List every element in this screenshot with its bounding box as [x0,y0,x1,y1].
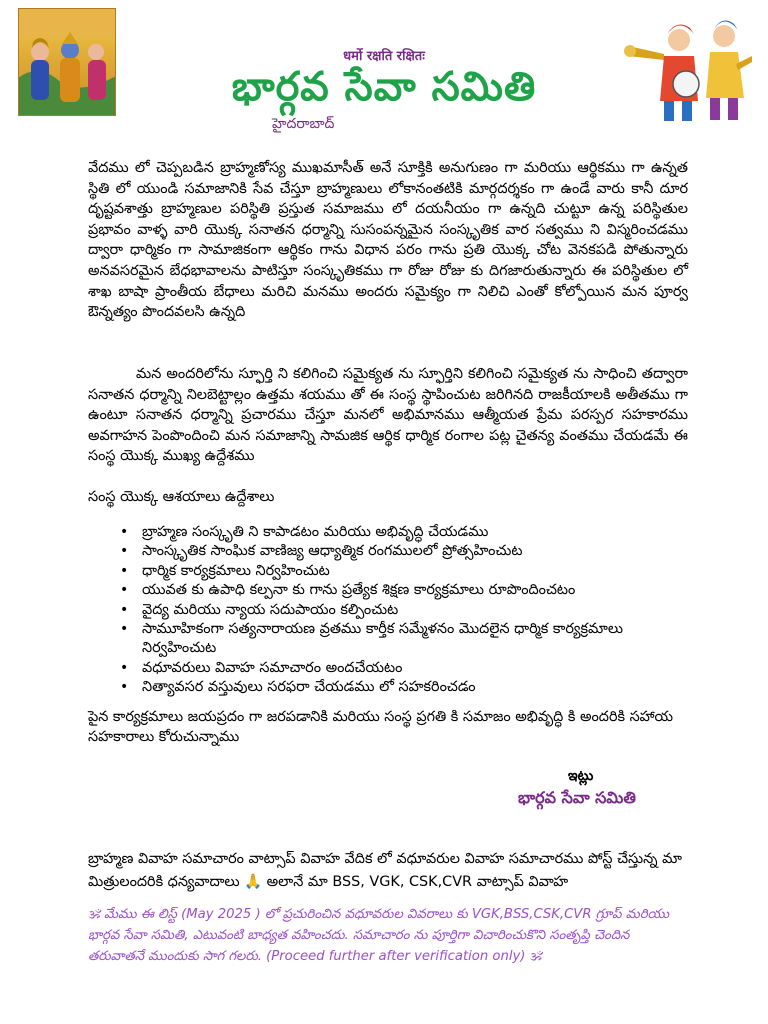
sanskrit-motto: धर्मो रक्षति रक्षितः [343,49,425,64]
letterhead [0,0,768,140]
signoff-word: ఇట్లు [568,768,594,784]
whatsapp-note: బ్రాహ్మణ వివాహ సమాచారం వాట్సాప్ వివాహ వేదిక లో వధూవరుల వివాహ సమాచారము పోస్ట్ చేస్తున్న మా మిత్రులందరికి ధన్యవాదాలు 🙏 అలానే మా BSS, VGK, CSK,CVR వాట్సాప్ వివాహ [88,851,682,890]
goals-heading: సంస్థ యొక్క ఆశయాలు ఉద్దేశాలు [88,489,275,505]
goal-item: • నిత్యావసర వస్తువులు సరఫరా చేయడము లో సహకరించడం [120,678,700,697]
closing-paragraph: పైన కార్యక్రమాలు జయప్రదం గా జరపడానికి మరియు సంస్థ ప్రగతి కి సమాజం అభివృద్ధి కి అందరికి సహాయ సహకారాలు కోరుచున్నాము [88,709,674,745]
organization-title: భార్గవ సేవా సమితి [231,64,537,110]
goals-list [120,523,700,698]
goal-item: • వధూవరులు వివాహ సమాచారం అందచేయటం [120,659,700,678]
goal-item: • సాంస్కృతిక సాంఘిక వాణిజ్య ఆధ్యాత్మిక రంగములలో ప్రోత్సహించుట [120,542,700,561]
intro-paragraph-2: మన అందరిలోను స్ఫూర్తి ని కలిగించి సమైక్యత ను స్ఫూర్తిని కలిగించి సమైక్యత ను సాధించి తద్వారా సనాతన ధర్మాన్ని నిలబెట్టాల్లం ఉత్తమ శయము తో ఈ సంస్థ స్థాపించుట జరిగినది రాజకీయాలకి అతీతము గా ఉంటూ సనాతన ధర్మాన్ని ప్రచారము చేస్తూ మనలో అభిమానము ఆత్మీయత ప్రేమ పరస్పర సహకారము అవగాహన పెంపొందించి మన సమాజాన్ని సామజిక ఆర్థిక ధార్మిక రంగాల పట్ల చైతన్య వంతము చేయడమే ఈ సంస్థ యొక్క ముఖ్య ఉద్దేశము [88,366,689,465]
goal-item: • బ్రాహ్మణ సంస్కృతి ని కాపాడటం మరియు అభివృద్ధి చేయడము [120,523,700,542]
organization-city: హైదరాబాద్ [272,116,335,132]
goal-item: • వైద్య మరియు న్యాయ సదుపాయం కల్పించుట [120,601,700,620]
disclaimer-note: 🕉 మేము ఈ లిస్ట్ (May 2025 ) లో ప్రచురించిన వధూవరుల వివరాలు కు VGK,BSS,CSK,CVR గ్రూప్ మరియు భార్గవ సేవా సమితి, ఎటువంటి బాధ్యత వహించదు. సమాచారం ను పూర్తిగా విచారించుకొని సంతృప్తి చెందిన తరువాతనే ముందుకు సాగ గలరు. (Proceed further after verification only) 🕉 [88,907,670,964]
intro-paragraph-1: వేదము లో చెప్పబడిన బ్రాహ్మణోస్య ముఖమాసీత్ అనే సూక్తికి అనుగుణం గా మరియు ఆర్థికము గా ఉన్నత స్థితి లో యుండి సమాజానికి సేవ చేస్తూ బ్రాహ్మణులు లోకానంతటికి మార్గదర్శకం గా ఉండే వారు కానీ దూర దృష్టవశాత్తు బ్రాహ్మణుల పరిస్థితి ప్రస్తుత సమాజము లో దయనీయం గా ఉన్నది చుట్టూ ఉన్న పరిస్థితుల ప్రభావం వాళ్ళ వారి యొక్క సనాతన ధర్మాన్ని సుసంపన్నమైన సంస్కృతిక వార సత్వము ని విస్మరించడము ద్వారా ధార్మికం గా సామాజికంగా ఆర్థికం గాను విధాన పరం గాను ప్రతి యొక్క చోట వెనకపడి పోతున్నారు అనవసరమైన బేధభావాలను పాటిస్తూ సంస్కృతికము గా రోజు రోజు కు దిగజారుతున్నారు ఈ పరిస్థితుల లో శాఖ బాషా ప్రాంతీయ బేధాలు మరిచి మనము అందరు సమైక్యం గా నిలిచి ఎంతో కోల్పోయిన మన పూర్వ ఔన్నత్యం పొందవలసి ఉన్నది [88,160,688,321]
goal-item: • ధార్మిక కార్యక్రమాలు నిర్వహించుట [120,562,700,581]
goal-item: • యువత కు ఉపాధి కల్పనా కు గాను ప్రత్యేక శిక్షణ కార్యక్రమాలు రూపొందించటం [120,581,700,600]
signoff-organization: భార్గవ సేవా సమితి [518,788,636,807]
goal-item: • సామూహికంగా సత్యనారాయణ వ్రతము కార్తీక సమ్మేళనం మొదలైన ధార్మిక కార్యక్రమాలు నిర్వహించుట [120,620,700,659]
